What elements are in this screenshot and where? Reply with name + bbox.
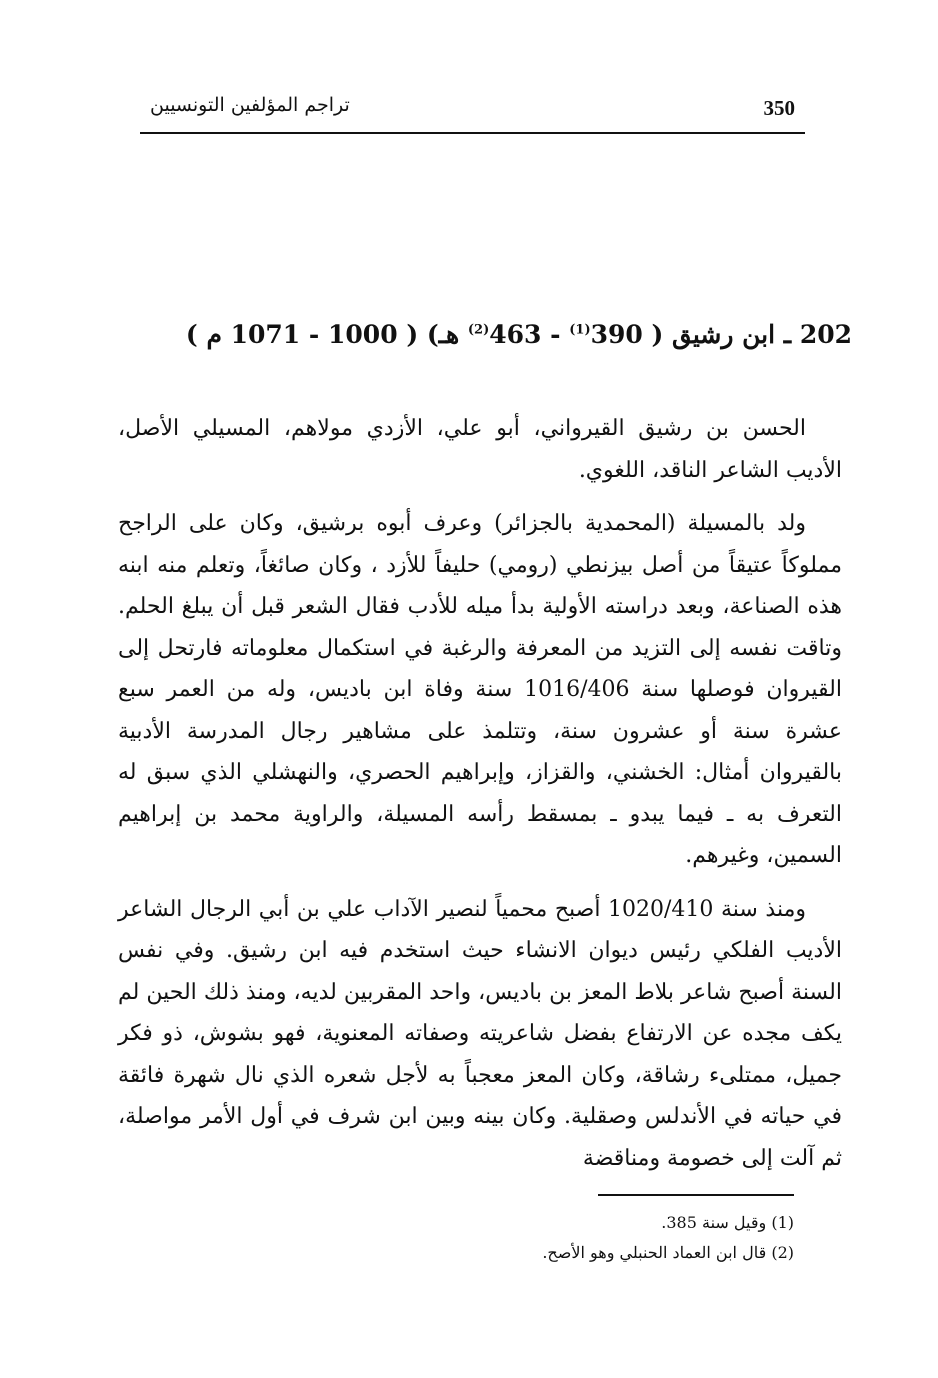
entry-heading bbox=[185, 320, 852, 349]
footnote-rule bbox=[598, 1194, 794, 1196]
body-text bbox=[118, 408, 842, 1191]
running-head bbox=[140, 88, 805, 128]
running-title: تراجم المؤلفين التونسيين bbox=[150, 94, 350, 116]
header-rule bbox=[140, 132, 805, 134]
footnotes bbox=[294, 1208, 794, 1268]
page-number: 350 bbox=[763, 96, 795, 120]
paragraph-3: ومنذ سنة 1020/410 أصبح محمياً لنصير الآداب علي بن أبي الرجال الشاعر الأديب الفلكي رئيس ديوان الانشاء حيث استخدم فيه ابن رشيق. وفي نفس السنة أصبح شاعر بلاط المعز بن باديس، واحد المقربين لديه، ومنذ ذلك الحين لم يكف مجده عن الارتفاع بفضل شاعريته وصفاته المعنوية، فهو بشوش، ذو فكر جميل، ممتلىء رشاقة، وكان المعز معجباً به لأجل شعره الذي نال شهرة فائقة في حياته في الأندلس وصقلية. وكان بينه وبين ابن شرف في أول الأمر مواصلة، ثم آلت إلى خصومة ومناقضة bbox=[118, 896, 843, 1171]
paragraph-2: ولد بالمسيلة (المحمدية بالجزائر) وعرف أبوه برشيق، وكان على الراجح مملوكاً عتيقاً من أصل بيزنطي (رومي) حليفاً للأزد ، وكان صائغاً، وتعلم منه ابنه هذه الصناعة، وبعد دراسته الأولية بدأ ميله للأدب فقال الشعر قبل أن يبلغ الحلم. وتاقت نفسه إلى التزيد من المعرفة والرغبة في استكمال معلوماته فارتحل إلى القيروان فوصلها سنة 1016/406 سنة وفاة ابن باديس، وله من العمر سبع عشرة سنة أو عشرون سنة، وتتلمذ على مشاهير رجال المدرسة الأدبية بالقيروان أمثال: الخشني، والقزاز، وإبراهيم الحصري، والنهشلي الذي سبق له التعرف به ـ فيما يبدو ـ بمسقط رأسه المسيلة، والراوية محمد بن إبراهيم السمين، وغيرهم. bbox=[118, 511, 842, 868]
entry-heading-main: 202 ـ ابن رشيق ( 390 bbox=[590, 320, 852, 349]
paragraph-1: الحسن بن رشيق القيرواني، أبو علي، الأزدي مولاهم، المسيلي الأصل، الأديب الشاعر الناقد، اللغوي. bbox=[118, 416, 842, 483]
footnote-ref-2: (2) bbox=[467, 322, 490, 338]
footnote-ref-1: (1) bbox=[569, 322, 591, 338]
footnote-1: (1) وقيل سنة 385. bbox=[661, 1213, 794, 1232]
footnote-2: (2) قال ابن العماد الحنبلي وهو الأصح. bbox=[542, 1243, 794, 1262]
entry-heading-end: هـ) ( 1000 - 1071 م ) bbox=[185, 320, 468, 349]
entry-heading-mid: - 463 bbox=[489, 320, 570, 349]
